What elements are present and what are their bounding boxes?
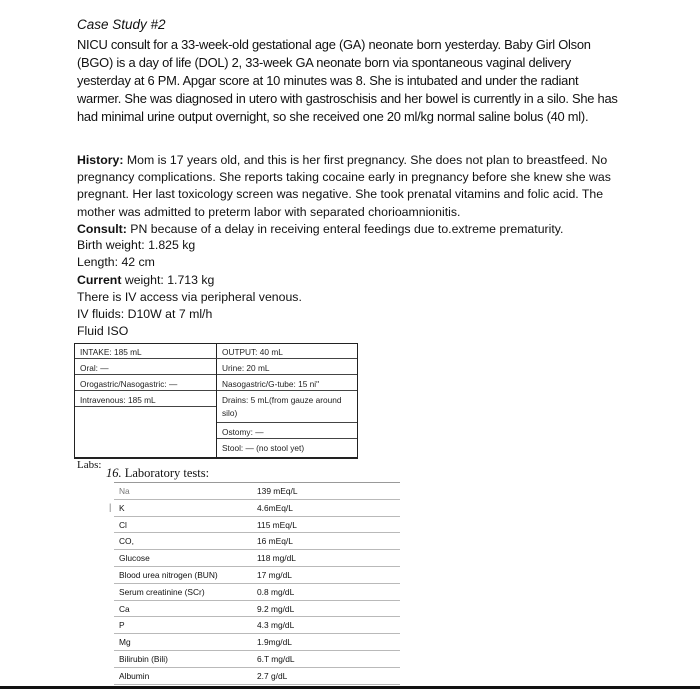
ng-tube-output: Nasogastric/G-tube: 15 ni" [222,379,320,389]
ostomy-output: Ostomy: — [222,427,264,437]
output-header: OUTPUT: 40 mL [222,347,283,357]
lab-name: Na [119,486,130,496]
lab-value: 9.2 mg/dL [257,603,295,614]
lab-value: 17 mg/dL [257,569,292,580]
row-divider [75,406,216,407]
lab-value: 118 mg/dL [257,553,296,564]
row-divider [75,374,216,375]
lab-name: K [119,502,125,513]
lab-row [114,533,400,550]
lab-name: Blood urea nitrogen (BUN) [119,569,218,580]
length: Length: 42 cm [77,255,155,269]
current-weight-label: Current [77,273,122,287]
lab-value: 1.9mg/dL [257,637,292,648]
lab-value: 4.6mEq/L [257,502,293,513]
lab-tests-table [114,482,400,685]
lab-row [114,668,400,685]
lab-row [114,500,400,517]
labs-heading-number: 16. [106,466,122,480]
lab-row [114,617,400,634]
labs-heading [106,466,209,481]
row-divider [217,390,357,391]
intake-output-table [74,343,358,459]
case-title: Case Study #2 [77,17,166,32]
lab-row [114,584,400,601]
consult-text: PN because of a delay in receiving enteral feedings due to.extreme prematurity. [126,221,564,236]
lab-row [114,482,400,500]
lab-name: Bilirubin (Bili) [119,653,168,664]
lab-value: 4.3 mg/dL [257,620,295,631]
margin-mark: | [109,502,112,512]
iv-fluids: IV fluids: D10W at 7 ml/h [77,307,213,321]
orogastric-intake: Orogastric/Nasogastric: — [80,379,178,389]
history-label: History: [77,153,124,167]
row-divider [217,422,357,423]
current-weight-text: weight: 1.713 kg [121,273,215,287]
lab-value: 115 mEq/L [257,519,297,530]
lab-name: Mg [119,637,131,648]
lab-name: Ca [119,603,130,614]
row-divider [75,390,216,391]
lab-value: 6.T mg/dL [257,653,295,664]
lab-row [114,601,400,618]
lab-name: Albumin [119,670,150,681]
drains-output: Drains: 5 mL(from gauze around [222,395,342,405]
lab-value: 0.8 mg/dL [257,586,295,597]
intake-header: INTAKE: 185 mL [80,347,142,357]
lab-value: 2.7 g/dL [257,670,288,681]
fluid-iso: Fluid ISO [77,324,129,338]
consult-label: Consult: [77,221,127,236]
page-bottom-rule [0,686,700,689]
row-divider [75,358,357,359]
lab-row [114,651,400,668]
urine-output: Urine: 20 mL [222,363,270,373]
lab-value: 139 mEq/L [257,486,298,496]
lab-row [114,567,400,584]
intravenous-intake: Intravenous: 185 mL [80,395,156,405]
oral-intake: Oral: — [80,363,109,373]
intro-paragraph: NICU consult for a 33-week-old gestational age (GA) neonate born yesterday. Baby Girl Olson (BGO) is a day of life (DOL) 2, 33-week GA neonate born via spontaneous vaginal delivery yesterday at 6 PM. Apgar score at 10 minutes was 8. She is intubated and under the radiant warmer. She was diagnosed in utero with gastroschisis and her bowel is currently in a silo. She has had minimal urine output overnight, so she received one 20 ml/kg normal saline bolus (40 ml). [77,37,618,124]
labs-heading-text: Laboratory tests: [121,466,210,480]
history-text: Mom is 17 years old, and this is her first pregnancy. She does not plan to breastfeed. No pregnancy complications. She reports taking cocaine early in pregnancy before she knew she was pregnant. Her last toxicology screen was negative. She took prenatal vitamins and folic acid. The mother was admitted to preterm labor with separated chorioamnionitis. [77,153,611,219]
row-divider [217,438,357,439]
lab-name: P [119,620,125,631]
lab-row [114,550,400,567]
birth-weight: Birth weight: 1.825 kg [77,238,196,252]
lab-row [114,517,400,534]
current-weight [77,272,214,289]
lab-name: Glucose [119,553,150,564]
iv-access: There is IV access via peripheral venous. [77,290,302,304]
lab-row [114,634,400,651]
stool-output: Stool: — (no stool yet) [222,443,305,453]
lab-name: Cl [119,519,127,530]
lab-name: CO, [119,536,134,547]
lab-value: 16 mEq/L [257,536,293,547]
labs-label: Labs: [77,459,102,471]
column-divider [216,344,217,459]
history-paragraph [77,152,622,238]
lab-name: Serum creatinine (SCr) [119,586,205,597]
row-divider [217,374,357,375]
drains-output-cont: silo) [222,408,238,418]
